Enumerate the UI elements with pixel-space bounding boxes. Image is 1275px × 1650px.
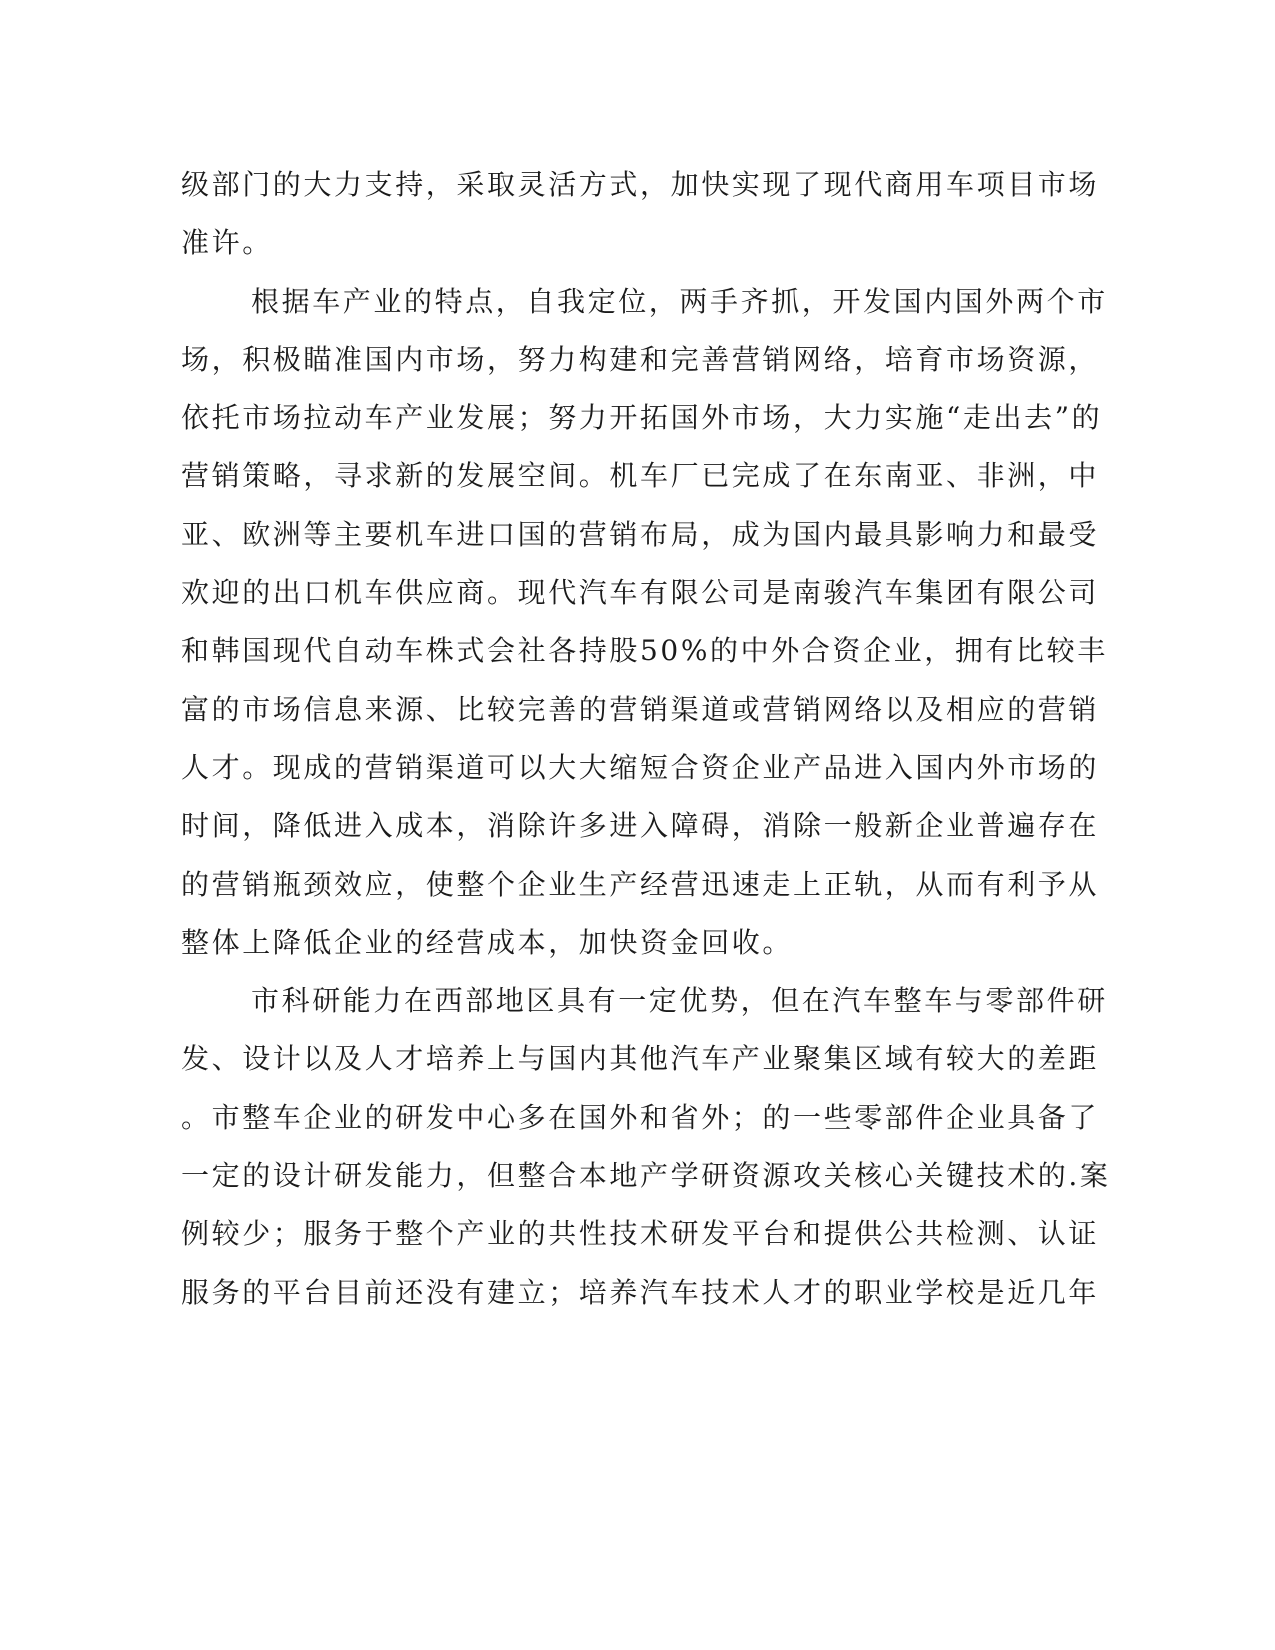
text-line: 和韩国现代自动车株式会社各持股50%的中外合资企业，拥有比较丰 [181, 634, 1108, 668]
text-line: 市科研能力在西部地区具有一定优势，但在汽车整车与零部件研 [251, 984, 1108, 1018]
text-line: 欢迎的出口机车供应商。现代汽车有限公司是南骏汽车集团有限公司 [181, 576, 1100, 610]
document-body [181, 156, 1111, 1322]
paragraph-3 [181, 972, 1111, 1322]
text-line: 例较少；服务于整个产业的共性技术研发平台和提供公共检测、认证 [181, 1217, 1100, 1251]
text-line: 一定的设计研发能力，但整合本地产学研资源攻关核心关键技术的.案 [181, 1159, 1111, 1193]
text-line: 营销策略，寻求新的发展空间。机车厂已完成了在东南亚、非洲，中 [181, 459, 1100, 493]
text-line: 发、设计以及人才培养上与国内其他汽车产业聚集区域有较大的差距 [181, 1042, 1100, 1076]
text-line: 的营销瓶颈效应，使整个企业生产经营迅速走上正轨，从而有利予从 [181, 867, 1100, 901]
text-line: 级部门的大力支持，采取灵活方式，加快实现了现代商用车项目市场 [181, 168, 1100, 201]
text-line: 人才。现成的营销渠道可以大大缩短合资企业产品进入国内外市场的 [181, 750, 1100, 784]
text-line: 依托市场拉动车产业发展；努力开拓国外市场，大力实施“走出去”的 [181, 401, 1103, 435]
paragraph-1 [181, 156, 1100, 273]
paragraph-2 [181, 273, 1108, 973]
text-line: 整体上降低企业的经营成本，加快资金回收。 [181, 925, 794, 959]
text-line: 亚、欧洲等主要机车进口国的营销布局，成为国内最具影响力和最受 [181, 517, 1100, 551]
text-line: 根据车产业的特点，自我定位，两手齐抓，开发国内国外两个市 [251, 284, 1108, 318]
text-line: 服务的平台目前还没有建立；培养汽车技术人才的职业学校是近几年 [181, 1275, 1100, 1309]
text-line: 时间，降低进入成本，消除许多进入障碍，消除一般新企业普遍存在 [181, 809, 1100, 843]
text-line: 富的市场信息来源、比较完善的营销渠道或营销网络以及相应的营销 [181, 692, 1100, 726]
text-line: 准许。 [181, 226, 273, 260]
text-line: 场，积极瞄准国内市场，努力构建和完善营销网络，培育市场资源， [181, 342, 1100, 376]
text-line: 。市整车企业的研发中心多在国外和省外；的一些零部件企业具备了 [181, 1100, 1100, 1134]
